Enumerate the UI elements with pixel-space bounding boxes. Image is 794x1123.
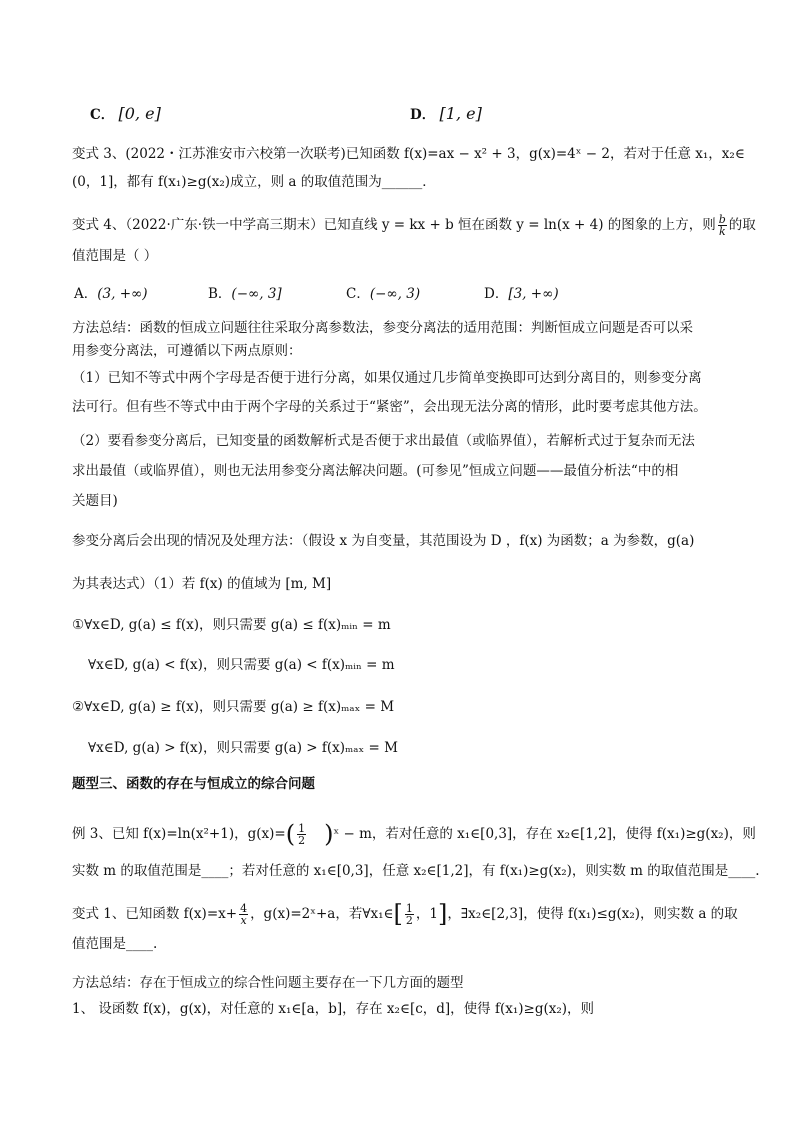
fraction-denominator: x	[240, 914, 247, 927]
fraction-denominator: 2	[405, 914, 413, 927]
option-d	[410, 104, 482, 125]
option-value: (−∞, 3)	[369, 286, 421, 302]
variant4-fraction	[718, 214, 727, 237]
variant4-option-d	[484, 284, 559, 304]
option-c-label: C．	[90, 107, 115, 123]
interval-upper: ，1	[415, 906, 438, 922]
left-bracket: [	[393, 900, 403, 928]
option-label: C．	[346, 286, 370, 302]
variant1-line1	[72, 900, 738, 928]
option-c-value: [0, e]	[118, 104, 161, 123]
variant4-line1	[72, 214, 756, 237]
left-paren: (	[285, 820, 296, 848]
fraction-denominator: 2	[298, 834, 306, 847]
example3-text-pre: 例 3、已知 f(x)=ln(x²+1)，g(x)=	[72, 826, 286, 842]
separation-case: ②∀x∈D, g(a) ≥ f(x)，则只需要 g(a) ≥ f(x)ₘₐₓ = M	[72, 699, 395, 715]
option-value: [3, +∞)	[508, 286, 559, 302]
option-label: B．	[208, 286, 232, 302]
separation-case: ①∀x∈D, g(a) ≤ f(x)，则只需要 g(a) ≤ f(x)ₘᵢₙ = m	[72, 617, 391, 633]
method-summary-line: （1）已知不等式中两个字母是否便于进行分离，如果仅通过几步简单变换即可达到分离目的，则参变分离	[72, 370, 702, 386]
fraction-numerator: 4	[240, 902, 248, 915]
fraction-numerator: 1	[405, 902, 413, 915]
variant3-line2: (0，1]，都有 f(x₁)≥g(x₂)成立，则 a 的取值范围为______．	[72, 174, 436, 190]
variant1-text-mid: ，g(x)=2ˣ+a，若∀x₁∈	[250, 906, 394, 922]
method-summary-line: 法可行。但有些不等式中由于两个字母的关系过于“紧密”，会出现无法分离的情形，此时要考虑其他方法。	[72, 399, 707, 415]
fraction-numerator: b	[718, 213, 726, 226]
variant1-line2: 值范围是____.	[72, 936, 158, 952]
option-d-label: D．	[410, 107, 436, 123]
method-summary2-line2: 1、 设函数 f(x)，g(x)，对任意的 x₁∈[a，b]，存在 x₂∈[c，d]，使得 f(x₁)≥g(x₂)，则	[72, 1001, 595, 1017]
option-label: D．	[484, 286, 509, 302]
fraction-denominator: k	[718, 225, 726, 238]
method-summary-line: 关题目)	[72, 493, 118, 509]
variant4-option-a	[74, 284, 148, 304]
section-title: 题型三、函数的存在与恒成立的综合问题	[72, 776, 315, 792]
interval-fraction	[405, 903, 414, 926]
example3-fraction	[297, 823, 306, 846]
right-bracket: ]	[437, 900, 448, 928]
separation-line1: 参变分离后会出现的情况及处理方法：（假设 x 为自变量，其范围设为 D ，f(x) 为函数；a 为参数，g(a)	[72, 533, 695, 549]
separation-case: ∀x∈D, g(a) > f(x)，则只需要 g(a) > f(x)ₘₐₓ = M	[88, 740, 398, 756]
right-paren: )	[324, 820, 334, 848]
method-summary-line: 用参变分离法，可遵循以下两点原则：	[72, 343, 302, 359]
separation-case: ∀x∈D, g(a) < f(x)，则只需要 g(a) < f(x)ₘᵢₙ = m	[88, 657, 395, 673]
variant4-line2: 值范围是（ ）	[72, 248, 158, 264]
variant1-text-pre: 变式 1、已知函数 f(x)=x+	[72, 906, 238, 922]
fraction-numerator: 1	[298, 822, 306, 835]
option-d-value: [1, e]	[439, 104, 482, 123]
example3-text-post: ˣ − m，若对任意的 x₁∈[0,3]，存在 x₂∈[1,2]，使得 f(x₁)≥g(x₂)，则	[333, 826, 756, 842]
separation-line2: 为其表达式）（1）若 f(x) 的值域为 [m, M]	[72, 576, 332, 592]
option-value: (3, +∞)	[97, 286, 148, 302]
example3-line2: 实数 m 的取值范围是____；若对任意的 x₁∈[0,3]，任意 x₂∈[1,2]，有 f(x₁)≥g(x₂)，则实数 m 的取值范围是____.	[72, 863, 760, 879]
variant1-fraction	[239, 903, 248, 926]
variant3-line1: 变式 3、(2022・江苏淮安市六校第一次联考)已知函数 f(x)=ax − x² + 3，g(x)=4ˣ − 2，若对于任意 x₁，x₂∈	[72, 146, 745, 162]
method-summary-line: 求出最值（或临界值），则也无法用参变分离法解决问题。(可参见”恒成立问题——最值分析法“中的相	[72, 463, 679, 479]
variant4-option-b	[208, 284, 282, 304]
variant4-option-c	[346, 284, 420, 304]
variant4-text-post: 的取	[728, 217, 756, 233]
method-summary2-line1: 方法总结：存在于恒成立的综合性问题主要存在一下几方面的题型	[72, 975, 464, 991]
variant4-text-pre: 变式 4、（2022·广东·铁一中学高三期末）已知直线 y = kx + b 恒在函数 y = ln(x + 4) 的图象的上方，则	[72, 217, 716, 233]
method-summary-line: 方法总结：函数的恒成立问题往往采取分离参数法，参变分离法的适用范围：判断恒成立问题是否可以采	[72, 320, 693, 336]
option-c	[90, 104, 161, 125]
variant1-text-post: ，∃x₂∈[2,3]，使得 f(x₁)≤g(x₂)，则实数 a 的取	[447, 906, 738, 922]
option-value: (−∞, 3]	[231, 286, 282, 302]
example3-line1	[72, 820, 756, 848]
option-label: A．	[74, 286, 98, 302]
method-summary-line: （2）要看参变分离后，已知变量的函数解析式是否便于求出最值（或临界值），若解析式过于复杂而无法	[72, 433, 695, 449]
